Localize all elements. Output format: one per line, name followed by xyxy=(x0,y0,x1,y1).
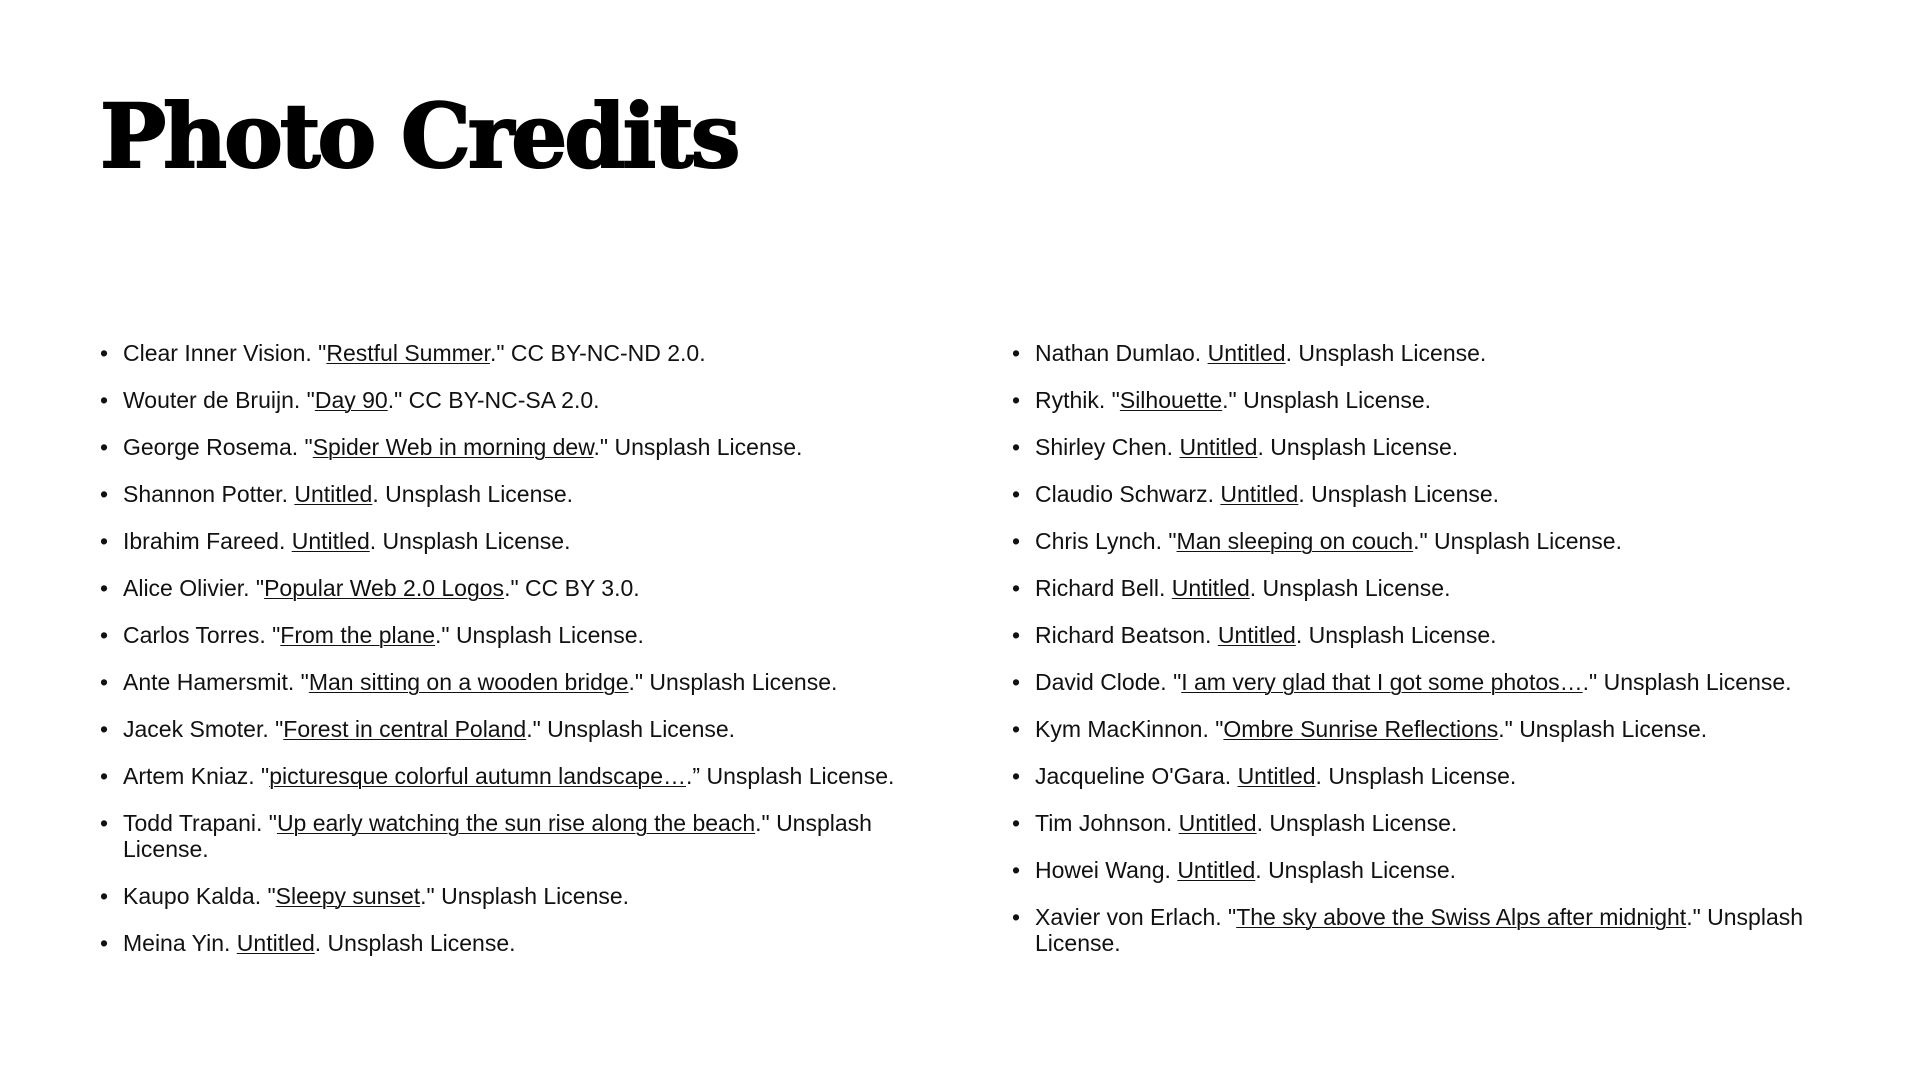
credit-text: Howei Wang. xyxy=(1035,857,1178,883)
credit-item xyxy=(1012,340,1842,366)
credit-text: Ante Hamersmit. " xyxy=(123,669,309,695)
photo-link[interactable]: Silhouette xyxy=(1119,387,1223,413)
credit-license: . Unsplash License. xyxy=(1256,810,1458,836)
credit-text: Todd Trapani. " xyxy=(123,810,277,836)
photo-link[interactable]: Up early watching the sun rise along the beach xyxy=(276,810,756,836)
credit-text: Nathan Dumlao. xyxy=(1035,340,1208,366)
credit-license: . Unsplash License. xyxy=(1257,434,1459,460)
credit-text: Alice Olivier. " xyxy=(123,575,265,601)
credit-text: Richard Beatson. xyxy=(1035,622,1218,648)
credit-item xyxy=(1012,904,1842,956)
credit-item xyxy=(1012,669,1842,695)
credit-license: ." Unsplash License. xyxy=(1222,387,1432,413)
photo-link[interactable]: Ombre Sunrise Reflections xyxy=(1223,716,1499,742)
photo-link[interactable]: Untitled xyxy=(1171,575,1250,601)
bullet-icon: • xyxy=(1012,716,1021,742)
bullet-icon: • xyxy=(100,481,109,507)
credit-license: ." Unsplash License. xyxy=(526,716,736,742)
credit-item xyxy=(1012,575,1842,601)
credit-license: . Unsplash License. xyxy=(314,930,516,956)
bullet-icon: • xyxy=(100,716,109,742)
credit-text: Shannon Potter. xyxy=(123,481,295,507)
credit-item xyxy=(100,434,930,460)
credit-item xyxy=(100,481,930,507)
credit-text: Rythik. " xyxy=(1035,387,1120,413)
credit-item xyxy=(100,387,930,413)
bullet-icon: • xyxy=(100,669,109,695)
photo-link[interactable]: Untitled xyxy=(1217,622,1296,648)
bullet-icon: • xyxy=(100,528,109,554)
bullet-icon: • xyxy=(1012,622,1021,648)
credit-text: Jacek Smoter. " xyxy=(123,716,284,742)
credit-text: Kaupo Kalda. " xyxy=(123,883,276,909)
credit-license: . Unsplash License. xyxy=(1298,481,1500,507)
bullet-icon: • xyxy=(1012,904,1021,930)
credit-item xyxy=(100,763,930,789)
credit-item xyxy=(1012,434,1842,460)
bullet-icon: • xyxy=(100,622,109,648)
photo-link[interactable]: Spider Web in morning dew xyxy=(312,434,594,460)
credit-text: Claudio Schwarz. xyxy=(1035,481,1221,507)
bullet-icon: • xyxy=(1012,528,1021,554)
credit-license: ." Unsplash License. xyxy=(1582,669,1792,695)
photo-link[interactable]: Popular Web 2.0 Logos xyxy=(264,575,505,601)
credit-text: Carlos Torres. " xyxy=(123,622,281,648)
credit-license: ." CC BY 3.0. xyxy=(504,575,640,601)
credit-license: ." Unsplash License. xyxy=(593,434,803,460)
credit-item xyxy=(1012,857,1842,883)
photo-link[interactable]: Man sitting on a wooden bridge xyxy=(308,669,629,695)
photo-link[interactable]: The sky above the Swiss Alps after midnight xyxy=(1236,904,1687,930)
credit-item xyxy=(100,669,930,695)
credit-license: . Unsplash License. xyxy=(1285,340,1487,366)
credit-item xyxy=(100,716,930,742)
credit-license: . Unsplash License. xyxy=(372,481,574,507)
credit-text: Artem Kniaz. " xyxy=(123,763,270,789)
credit-license: ." Unsplash License. xyxy=(435,622,644,648)
credit-item xyxy=(100,340,930,366)
credit-text: Xavier von Erlach. " xyxy=(1035,904,1237,930)
credit-license: ." Unsplash License. xyxy=(1413,528,1622,554)
credit-item xyxy=(1012,528,1842,554)
bullet-icon: • xyxy=(100,883,109,909)
credit-item xyxy=(1012,763,1842,789)
bullet-icon: • xyxy=(100,340,109,366)
photo-link[interactable]: Untitled xyxy=(236,930,315,956)
credits-list-right xyxy=(1012,340,1842,977)
credit-text: Clear Inner Vision. " xyxy=(123,340,327,366)
credit-text: Tim Johnson. xyxy=(1035,810,1179,836)
photo-link[interactable]: Restful Summer xyxy=(326,340,490,366)
photo-link[interactable]: Untitled xyxy=(1177,857,1256,883)
credit-item xyxy=(100,930,930,956)
credit-license: ." CC BY-NC-SA 2.0. xyxy=(387,387,600,413)
photo-link[interactable]: From the plane xyxy=(280,622,435,648)
credit-item xyxy=(1012,810,1842,836)
credit-text: George Rosema. " xyxy=(123,434,313,460)
photo-link[interactable]: I am very glad that I got some photos… xyxy=(1181,669,1583,695)
photo-link[interactable]: Man sleeping on couch xyxy=(1176,528,1414,554)
credit-text: Wouter de Bruijn. " xyxy=(123,387,315,413)
credit-license: ." Unsplash License. xyxy=(1035,904,1804,956)
photo-link[interactable]: Sleepy sunset xyxy=(275,883,421,909)
photo-link[interactable]: Forest in central Poland xyxy=(283,716,527,742)
bullet-icon: • xyxy=(1012,481,1021,507)
bullet-icon: • xyxy=(1012,669,1021,695)
photo-link[interactable]: Untitled xyxy=(1237,763,1316,789)
credit-license: ." CC BY-NC-ND 2.0. xyxy=(489,340,706,366)
credits-list-left xyxy=(100,340,930,977)
credit-item xyxy=(100,575,930,601)
credit-item xyxy=(1012,716,1842,742)
credit-license: ." Unsplash License. xyxy=(420,883,630,909)
credit-text: David Clode. " xyxy=(1035,669,1182,695)
credit-license: . Unsplash License. xyxy=(369,528,571,554)
photo-link[interactable]: Untitled xyxy=(1179,434,1258,460)
credit-license: .” Unsplash License. xyxy=(686,763,895,789)
page-title: Photo Credits xyxy=(100,84,738,188)
photo-link[interactable]: Untitled xyxy=(1178,810,1257,836)
credit-text: Shirley Chen. xyxy=(1035,434,1180,460)
bullet-icon: • xyxy=(100,763,109,789)
credit-text: Chris Lynch. " xyxy=(1035,528,1177,554)
credit-text: Kym MacKinnon. " xyxy=(1035,716,1224,742)
bullet-icon: • xyxy=(1012,857,1021,883)
bullet-icon: • xyxy=(100,434,109,460)
photo-link[interactable]: Day 90 xyxy=(314,387,388,413)
credit-item xyxy=(100,528,930,554)
bullet-icon: • xyxy=(100,930,109,956)
bullet-icon: • xyxy=(1012,387,1021,413)
credit-text: Richard Bell. xyxy=(1035,575,1172,601)
bullet-icon: • xyxy=(100,387,109,413)
credit-item xyxy=(100,883,930,909)
credit-license: ." Unsplash License. xyxy=(123,810,872,862)
credit-license: . Unsplash License. xyxy=(1249,575,1451,601)
credit-license: ." Unsplash License. xyxy=(628,669,838,695)
bullet-icon: • xyxy=(1012,810,1021,836)
credit-text: Jacqueline O'Gara. xyxy=(1035,763,1238,789)
credit-license: . Unsplash License. xyxy=(1295,622,1497,648)
credit-item xyxy=(100,622,930,648)
credit-license: . Unsplash License. xyxy=(1315,763,1517,789)
photo-link[interactable]: picturesque colorful autumn landscape… xyxy=(269,763,687,789)
photo-link[interactable]: Untitled xyxy=(1207,340,1286,366)
bullet-icon: • xyxy=(1012,340,1021,366)
bullet-icon: • xyxy=(100,575,109,601)
bullet-icon: • xyxy=(1012,763,1021,789)
photo-link[interactable]: Untitled xyxy=(1220,481,1299,507)
credit-text: Meina Yin. xyxy=(123,930,237,956)
photo-link[interactable]: Untitled xyxy=(291,528,370,554)
credit-item xyxy=(1012,481,1842,507)
credit-license: ." Unsplash License. xyxy=(1498,716,1708,742)
bullet-icon: • xyxy=(100,810,109,836)
credit-item xyxy=(100,810,930,862)
bullet-icon: • xyxy=(1012,434,1021,460)
credit-item xyxy=(1012,622,1842,648)
photo-link[interactable]: Untitled xyxy=(294,481,373,507)
bullet-icon: • xyxy=(1012,575,1021,601)
credit-license: . Unsplash License. xyxy=(1255,857,1457,883)
credit-item xyxy=(1012,387,1842,413)
credit-text: Ibrahim Fareed. xyxy=(123,528,292,554)
